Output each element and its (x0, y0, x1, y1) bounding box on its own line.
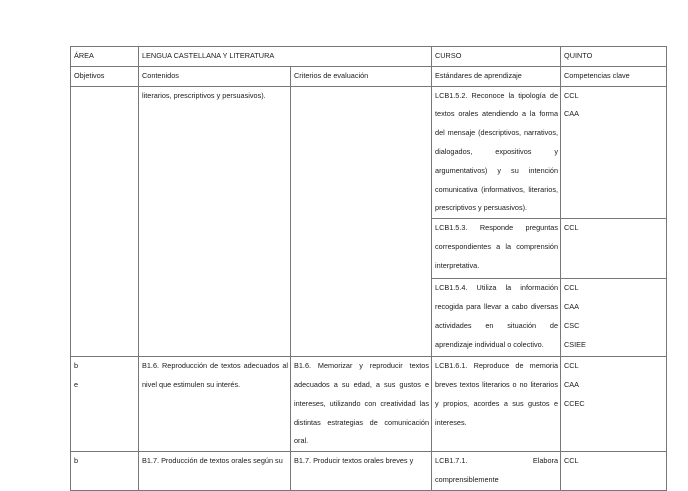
col-objetivos: Objetivos (71, 66, 139, 86)
competencia-code: CSIEE (564, 339, 586, 349)
col-criterios: Criterios de evaluación (291, 66, 432, 86)
estandar-cell: LCB1.5.2. Reconoce la tipología de textos orales atendiendo a la forma del mensaje (descriptivos, narrativos, dialogados, expositivos y argumentativos) y su intención comunicativa (informativos, literarios, prescriptivos y persuasivos). (432, 86, 561, 219)
estandar-cell: LCB1.7.1. Elabora comprensiblemente (432, 452, 561, 491)
objetivos-cell (71, 357, 139, 452)
competencia-code: CAA (564, 301, 580, 311)
competencia-code: CCEC (564, 398, 585, 408)
competencia-code: CSC (564, 320, 580, 330)
table-row (71, 86, 667, 219)
estandar-cell: LCB1.5.4. Utiliza la información recogida para llevar a cabo diversas actividades en situación de aprendizaje individual o colectivo. (432, 279, 561, 357)
objetivo-code: e (74, 379, 79, 389)
col-contenidos: Contenidos (139, 66, 291, 86)
competencias-cell (561, 357, 667, 452)
contenidos-cell: B1.6. Reproducción de textos adecuados al nivel que estimulen su interés. (139, 357, 291, 452)
col-competencias: Competencias clave (561, 66, 667, 86)
objetivos-cell (71, 452, 139, 491)
curso-value: QUINTO (561, 47, 667, 67)
competencia-code: CAA (564, 109, 580, 119)
criterios-cell: B1.7. Producir textos orales breves y (291, 452, 432, 491)
column-header-row (71, 66, 667, 86)
competencias-cell (561, 279, 667, 357)
table-row (71, 452, 667, 491)
objetivo-code: b (74, 361, 79, 371)
contenidos-cell: literarios, prescriptivos y persuasivos). (139, 86, 291, 357)
competencias-cell (561, 452, 667, 491)
area-value: LENGUA CASTELLANA Y LITERATURA (139, 47, 432, 67)
competencia-code: CCL (564, 223, 579, 233)
contenidos-cell: B1.7. Producción de textos orales según su (139, 452, 291, 491)
competencia-code: CCL (564, 90, 579, 100)
objetivos-cell (71, 86, 139, 357)
col-estandares: Estándares de aprendizaje (432, 66, 561, 86)
curso-label: CURSO (432, 47, 561, 67)
table-row (71, 357, 667, 452)
area-label: ÁREA (71, 47, 139, 67)
area-header-row (71, 47, 667, 67)
objetivo-code: b (74, 456, 79, 466)
estandar-cell: LCB1.5.3. Responde preguntas correspondientes a la comprensión interpretativa. (432, 219, 561, 279)
competencia-code: CCL (564, 283, 579, 293)
competencia-code: CCL (564, 361, 579, 371)
competencia-code: CCL (564, 456, 579, 466)
competencias-cell (561, 86, 667, 219)
criterios-cell: B1.6. Memorizar y reproducir textos adecuados a su edad, a sus gustos e intereses, utilizando con creatividad las distintas estrategias de comunicación oral. (291, 357, 432, 452)
competencias-cell (561, 219, 667, 279)
criterios-cell (291, 86, 432, 357)
estandar-cell: LCB1.6.1. Reproduce de memoria breves textos literarios o no literarios y propios, acordes a sus gustos e intereses. (432, 357, 561, 452)
competencia-code: CAA (564, 379, 580, 389)
curriculum-table (70, 46, 667, 491)
